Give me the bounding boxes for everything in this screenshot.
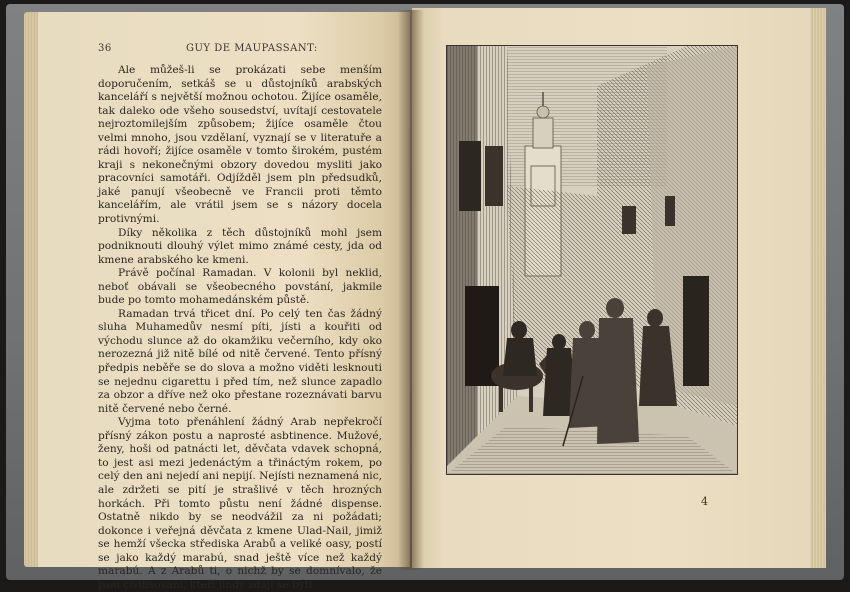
paragraph: Právě počínal Ramadan. V kolonii byl neklid, neboť obávali se všeobecného povstání, jakmile bude po tomto mohamedánském půstě.: [98, 267, 382, 307]
paragraph: Ale můžeš-li se prokázati sebe menším doporučením, setkáš se u důstojníků arabských kanceláří s největší možnou ochotou. Žijíce osaměle, tak daleko ode všeho sousedství, uvítají cestovatele nejroztomilejším způsobem; žijíce osaměle čtou velmi mnoho, jsou vzdělaní, vyznají se v literatuře a rádi hovoří; žijíce osaměle v tomto širokém, pustém kraji s nekonečnými obzory dovedou mysliti jako pracovníci samotáři. Odjížděl jsem pln předsudků, jaké panují všeobecně ve Francii proti těmto kancelářím, ale vrátil jsem se s názory docela protivnými.: [98, 64, 382, 226]
body-text: [98, 64, 382, 592]
running-title: GUY DE MAUPASSANT:: [186, 43, 318, 54]
street-illustration: [446, 45, 738, 475]
book-gutter: [398, 10, 424, 570]
plate-number: 4: [701, 495, 708, 508]
engraving-image: [447, 46, 737, 474]
running-head: [98, 43, 388, 57]
paragraph: Díky několika z těch důstojníků mohl jsem podniknouti dlouhý výlet mimo známé cesty, jda od kmene arabského ke kmeni.: [98, 226, 382, 266]
paragraph: Vyjma toto přenáhlení žádný Arab nepřekročí přísný zákon postu a naprosté asbtinence. Mužové, ženy, hoši od patnácti let, děvčata vdavek schopná, to jest asi mezi jedenáctým a třináctým rokem, po celý den ani nejedí ani nepijí. Nejísti neznamená nic, ale zdržeti se pití je strašlivé v těch hrozných horkách. Při tomto půstu není žádné dispense. Ostatně nikdo by se neodvážil za ni požádati; dokonce i veřejná děvčata z kmene Ulad-Nail, jimiž se hemží všecka střediska Arabů a veliké oasy, postí se jako každý marabú, snad ještě více než každý marabú. A z Arabů ti, o nichž by se domnívalo, že jsou civilisovaní, kteří jindy zdají se býti: [98, 416, 382, 591]
paragraph: Ramadan trvá třicet dní. Po celý ten čas žádný sluha Muhamedův nesmí píti, jísti a kouřiti od východu slunce až do okamžiku večerního, kdy oko nerozezná již nitě bílé od nitě červené. Tento přísný předpis neběře se do slova a možno viděti lesknouti se nejednu cigarettu i před tím, než slunce zapadlo za obzor a dříve než oko přestane rozeznávati barvu nitě červené nebo černé.: [98, 307, 382, 415]
page-number: 36: [98, 43, 112, 54]
